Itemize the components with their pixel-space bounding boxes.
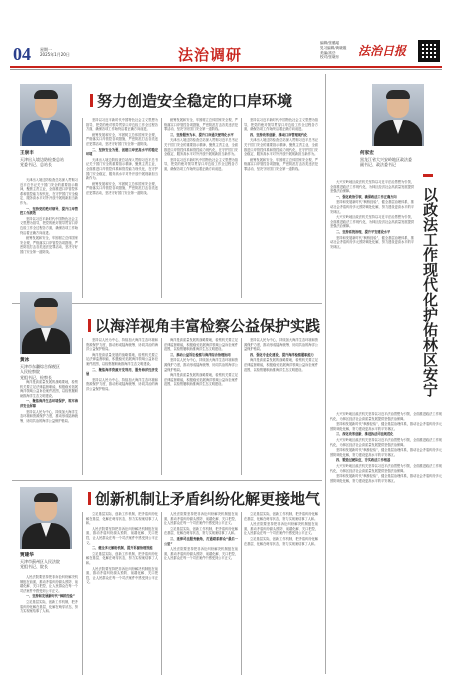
author-photo — [20, 84, 72, 146]
column-divider — [82, 118, 83, 298]
column-divider — [82, 338, 83, 475]
article-divider — [12, 480, 322, 481]
column-divider — [161, 338, 162, 475]
page-number: 04 — [13, 44, 31, 64]
article-body: 立足基层实际，创新工作机制，把矛盾纠纷化解在基层、化解在萌芽状态，努力实现案结事了人和。 人民法院要坚持把非诉讼纠纷解决机制挺在前面，推动矛盾纠纷源头预防、前端化解、关口把控，让人民群众在每一个司法案件中感受到公平正义。 立足基层实际，创新工作机制，把矛盾纠纷化解在基层、化解在萌芽状态，努力实现案结事了人和。 — [244, 512, 318, 546]
column-divider — [241, 338, 242, 475]
article-body: 大兴安岭地区政法机关坚持以习近平法治思想为引领，全面推进政法工作现代化，为林区经济社会高质量发展提供坚强法治保障。 坚持和发展新时代“枫桥经验”，健全基层治理体系，推动社会矛盾纠纷多元预防调处化解，努力建设更高水平的平安林区。 三、深化改革创新，推进执法司法规范化 大兴安岭地区政法机关坚持以习近平法治思想为引领，全面推进政法工作现代化，为林区经济社会高质量发展提供坚强法治保障。 坚持和发展新时代“枫桥经验”，健全基层治理体系，推动社会矛盾纠纷多元预防调处化解，努力建设更高水平的平安林区。 四、锻造过硬队伍，夯实政法工作根基 大兴安岭地区政法机关坚持以习近平法治思想为引领，全面推进政法工作现代化，为林区经济社会高质量发展提供坚强法治保障。 坚持和发展新时代“枫桥经验”，健全基层治理体系，推动社会矛盾纠纷多元预防调处化解，努力建设更高水平的平安林区。 — [330, 412, 442, 483]
header-rule — [10, 66, 442, 68]
column-divider — [82, 512, 83, 675]
column-divider — [241, 118, 242, 298]
article-body: 统筹发展和安全，牢固树立总体国家安全观，严格落实口岸管控各项措施，严密防范打击各类违法犯罪活动，坚决守好国门安全第一道防线。 三、坚持服务为本，提升口岸通关便利化水平 天津出入境边防检查总站深入贯彻习近平总书记关于国门安全的重要指示精神，聚焦主责主业，全面推进口岸管控体系和管控能力现代化，在守护国门安全稳定、服务高水平对外开放中展现新担当新作为。 坚持以习近平新时代中国特色社会主义思想为指导，把党的绝对领导贯穿口岸边检工作全过程各方面，确保各项工作始终沿着正确方向前进。 — [164, 118, 238, 171]
article-body: 人民法院要坚持把非诉讼纠纷解决机制挺在前面，推动矛盾纠纷源头预防、前端化解、关口把控，让人民群众在每一个司法案件中感受到公平正义。 一、坚持和发展新时代“枫桥经验” 立足基层实际，创新工作机制，把矛盾纠纷化解在基层、化解在萌芽状态，努力实现案结事了人和。 — [20, 575, 78, 614]
author-byline: 何家宏 黑龙江省大兴安岭地区政法委 副书记、政法委书记 — [360, 151, 412, 167]
author-photo — [372, 84, 424, 146]
author-byline: 贾建华 天津市蓟州区人民法院 党组书记、院长 — [20, 553, 60, 569]
article-body: 立足基层实际，创新工作机制，把矛盾纠纷化解在基层、化解在萌芽状态，努力实现案结事了人和。 人民法院要坚持把非诉讼纠纷解决机制挺在前面，推动矛盾纠纷源头预防、前端化解、关口把控，让人民群众在每一个司法案件中感受到公平正义。 二、健全多元解纷机制，提升诉源治理效能 立足基层实际，创新工作机制，把矛盾纠纷化解在基层、化解在萌芽状态，努力实现案结事了人和。 人民法院要坚持把非诉讼纠纷解决机制挺在前面，推动矛盾纠纷源头预防、前端化解、关口把控，让人民群众在每一个司法案件中感受到公平正义。 — [86, 512, 158, 585]
author-photo — [20, 487, 72, 549]
masthead — [0, 0, 450, 70]
article-headline: 以政法工作现代化护佑林区安宁 — [421, 187, 439, 397]
newspaper-logo: 法治日报 — [358, 44, 407, 58]
author-photo — [20, 292, 72, 354]
issue-date: 星期一 2025年1月20日 — [40, 47, 70, 57]
article-body: 坚持以习近平新时代中国特色社会主义思想为指导，把党的绝对领导贯穿口岸边检工作全过程各方面，确保各项工作始终沿着正确方向前进。 四、坚持改革创新，推动口岸管理现代化 天津出入境边防检查总站深入贯彻习近平总书记关于国门安全的重要指示精神，聚焦主责主业，全面推进口岸管控体系和管控能力现代化，在守护国门安全稳定、服务高水平对外开放中展现新担当新作为。 统筹发展和安全，牢固树立总体国家安全观，严格落实口岸管控各项措施，严密防范打击各类违法犯罪活动，坚决守好国门安全第一道防线。 — [244, 118, 318, 171]
headline-marker — [423, 174, 433, 177]
article-body: 坚持以人民为中心，持续加大海洋生态环境和资源保护力度，推动形成陆海统筹、协同共治的海洋公益保护格局。 四、强化专业化建设，提升海洋检察履职能力 海洋是高质量发展的战略要地，检察机关要立足法律监督职能，积极稳妥拓展海洋领域公益诉讼案件范围，以检察履职助推海洋生态文明建设。 — [244, 338, 318, 372]
author-byline: 黄冰 天津市东疆综合保税区 人民检察院 党组书记、检察长 — [20, 358, 60, 380]
article-body: 人民法院要坚持把非诉讼纠纷解决机制挺在前面，推动矛盾纠纷源头预防、前端化解、关口把控，让人民群众在每一个司法案件中感受到公平正义。 立足基层实际，创新工作机制，把矛盾纠纷化解在基层、化解在萌芽状态，努力实现案结事了人和。 三、延伸司法服务触角，打通联系群众“最后一公里” 人民法院要坚持把非诉讼纠纷解决机制挺在前面，推动矛盾纠纷源头预防、前端化解、关口把控，让人民群众在每一个司法案件中感受到公平正义。 — [164, 512, 238, 561]
column-divider — [161, 512, 162, 675]
article-body: 天津出入境边防检查总站深入贯彻习近平总书记关于国门安全的重要指示精神，聚焦主责主业，全面推进口岸管控体系和管控能力现代化，在守护国门安全稳定、服务高水平对外开放中展现新担当新作为。 一、坚持党的绝对领导，提升口岸管控工作质效 坚持以习近平新时代中国特色社会主义思想为指导，把党的绝对领导贯穿口岸边检工作全过程各方面，确保各项工作始终沿着正确方向前进。 统筹发展和安全，牢固树立总体国家安全观，严格落实口岸管控各项措施，严密防范打击各类违法犯罪活动，坚决守好国门安全第一道防线。 — [20, 178, 78, 254]
article-body: 大兴安岭地区政法机关坚持以习近平法治思想为引领，全面推进政法工作现代化，为林区经济社会高质量发展提供坚强法治保障。 一、强化政治引领，确保政法工作正确方向 坚持和发展新时代“枫桥经验”，健全基层治理体系，推动社会矛盾纠纷多元预防调处化解，努力建设更高水平的平安林区。 大兴安岭地区政法机关坚持以习近平法治思想为引领，全面推进政法工作现代化，为林区经济社会高质量发展提供坚强法治保障。 二、坚持系统治理，提升平安建设水平 坚持和发展新时代“枫桥经验”，健全基层治理体系，推动社会矛盾纠纷多元预防调处化解，努力建设更高水平的平安林区。 — [330, 180, 414, 249]
section-title: 法治调研 — [178, 46, 243, 64]
article-headline: 努力创造安全稳定的口岸环境 — [90, 90, 292, 111]
article-body: 海洋是高质量发展的战略要地，检察机关要立足法律监督职能，积极稳妥拓展海洋领域公益诉讼案件范围，以检察履职助推海洋生态文明建设。 一、聚焦海洋生态环境保护，筑牢海洋安全屏障 坚持以人民为中心，持续加大海洋生态环境和资源保护力度，推动形成陆海统筹、协同共治的海洋公益保护格局。 — [20, 380, 78, 423]
header-rule-thin — [10, 69, 442, 70]
article-headline: 以海洋视角丰富检察公益保护实践 — [88, 315, 320, 336]
article-headline: 创新机制让矛盾纠纷化解更接地气 — [88, 488, 320, 509]
author-byline: 王崇丰 天津出入境边防检查总站 党委书记、总站长 — [20, 151, 64, 167]
column-divider — [241, 512, 242, 675]
article-body: 坚持以人民为中心，持续加大海洋生态环境和资源保护力度，推动形成陆海统筹、协同共治的海洋公益保护格局。 海洋是高质量发展的战略要地，检察机关要立足法律监督职能，积极稳妥拓展海洋领域公益诉讼案件范围，以检察履职助推海洋生态文明建设。 二、聚焦海洋资源开发利用，服务海洋经济发展 坚持以人民为中心，持续加大海洋生态环境和资源保护力度，推动形成陆海统筹、协同共治的海洋公益保护格局。 — [86, 338, 158, 391]
qr-code-icon — [418, 40, 440, 62]
column-divider — [161, 118, 162, 298]
article-body: 坚持以习近平新时代中国特色社会主义思想为指导，把党的绝对领导贯穿口岸边检工作全过程各方面，确保各项工作始终沿着正确方向前进。 统筹发展和安全，牢固树立总体国家安全观，严格落实口岸管控各项措施，严密防范打击各类违法犯罪活动，坚决守好国门安全第一道防线。 二、坚持安全为要，创建口岸更高水平的稳定环境 天津出入境边防检查总站深入贯彻习近平总书记关于国门安全的重要指示精神，聚焦主责主业，全面推进口岸管控体系和管控能力现代化，在守护国门安全稳定、服务高水平对外开放中展现新担当新作为。 统筹发展和安全，牢固树立总体国家安全观，严格落实口岸管控各项措施，严密防范打击各类违法犯罪活动，坚决守好国门安全第一道防线。 — [86, 118, 158, 195]
article-body: 海洋是高质量发展的战略要地，检察机关要立足法律监督职能，积极稳妥拓展海洋领域公益诉讼案件范围，以检察履职助推海洋生态文明建设。 三、推动公益诉讼检察与海洋综合治理协同 坚持以人民为中心，持续加大海洋生态环境和资源保护力度，推动形成陆海统筹、协同共治的海洋公益保护格局。 海洋是高质量发展的战略要地，检察机关要立足法律监督职能，积极稳妥拓展海洋领域公益诉讼案件范围，以检察履职助推海洋生态文明建设。 — [164, 338, 238, 387]
editor-credits: 编辑/张璐瑶 见习编辑/黄晓璇 美编/高岳 校对/张晓东 — [320, 41, 347, 60]
column-divider — [325, 74, 326, 674]
